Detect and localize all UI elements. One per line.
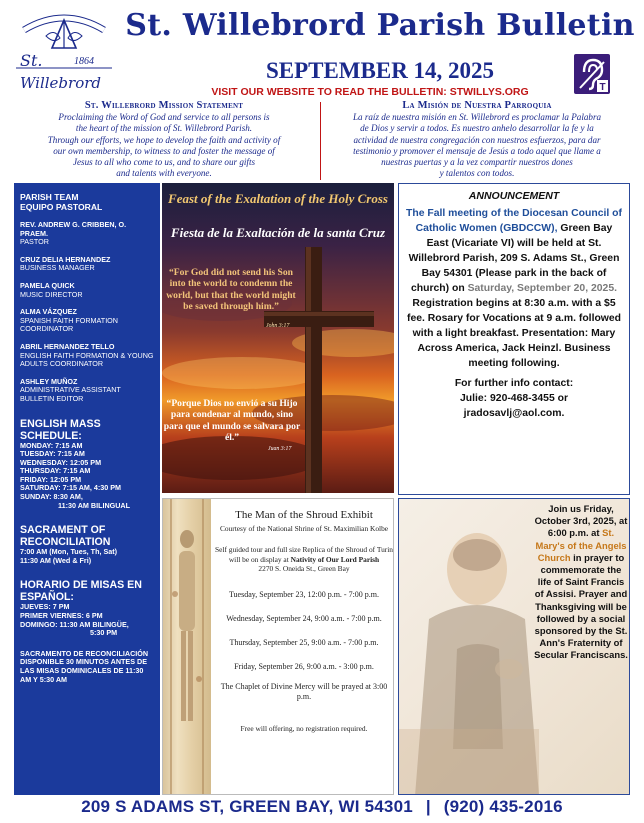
mass-time: WEDNESDAY: 12:05 PM <box>20 457 102 467</box>
staff-role: PASTOR <box>20 237 49 247</box>
logo-year-text: 1864 <box>74 56 94 67</box>
francis-church-name: St. Mary's of the Angels Church <box>535 527 627 563</box>
bulletin-date: SEPTEMBER 14, 2025 <box>265 58 495 83</box>
staff-entry <box>20 378 154 404</box>
announcement-date: Saturday, September 20, 2025. <box>467 283 617 294</box>
scripture-ref-spanish: Juan 3:17 <box>268 446 292 452</box>
shroud-image <box>163 499 211 795</box>
mission-line: de Dios y servir a todos. Es nuestro anhelo desarrollar la fe y la <box>360 123 594 134</box>
staff-name: PAMELA QUICK <box>20 280 75 290</box>
mass-time: FRIDAY: 12:05 PM <box>20 474 82 484</box>
scripture-ref-english: John 3:17 <box>266 323 290 329</box>
mission-heading-spanish: La Misión de Nuestra Parroquia <box>402 100 552 111</box>
shroud-description <box>215 545 393 574</box>
staff-role: ENGLISH FAITH FORMATION & YOUNG ADULTS COORDINATOR <box>20 350 154 369</box>
mission-line: nuestras puertas y a la vez compartir nuestros dones <box>381 157 573 168</box>
mass-time: TUESDAY: 7:15 AM <box>20 449 85 459</box>
staff-name: ASHLEY MUÑOZ <box>20 376 78 386</box>
mass-time: PRIMER VIERNES: 6 PM <box>20 611 103 621</box>
parish-footer <box>0 797 644 817</box>
mission-line: actividad de nuestra congregación con nuestros esfuerzos, para dar <box>353 134 601 145</box>
shroud-date: Thursday, September 25, 9:00 a.m. - 7:00 p.m. <box>229 637 379 647</box>
feast-title-english: Feast of the Exaltation of the Holy Cross <box>168 191 388 206</box>
mission-line: our own membership, to witness to and foster the message of <box>53 145 275 156</box>
logo-st-text: St. <box>20 51 43 70</box>
contact-phone: Julie: 920-468-3455 or <box>459 393 568 404</box>
mission-divider <box>320 102 321 180</box>
english-mass-heading: ENGLISH MASS SCHEDULE: <box>20 417 101 442</box>
scripture-quote-spanish: “Porque Dios no envió a su Hijo para condenar al mundo, sino para que el mundo se salvara por él.” <box>163 398 301 444</box>
francis-text-part: in prayer to commemorate the life of Saint Francis of Assisi. Prayer and Thanksgiving will be followed by a social sponsored by the St. Ann's Fraternity of Secular Franciscans. <box>534 551 628 661</box>
announcement-text: Registration begins at 8:30 a.m. with a $5 fee. <box>406 298 616 324</box>
shroud-text <box>215 509 393 733</box>
mass-time: JUEVES: 7 PM <box>20 602 70 612</box>
mass-time: 5:30 PM <box>90 628 118 638</box>
contact-heading: For further info contact: <box>454 378 574 389</box>
english-mass-list <box>20 442 154 511</box>
shroud-address: 2270 S. Oneida St., Green Bay <box>258 564 350 574</box>
mass-time: 11:30 AM BILINGUAL <box>58 500 131 510</box>
staff-role: ADMINISTRATIVE ASSISTANT BULLETIN EDITOR <box>20 385 121 403</box>
mass-time: SATURDAY: 7:15 AM, 4:30 PM <box>20 483 122 493</box>
mission-statement-spanish <box>326 100 628 180</box>
reconciliation-time: 11:30 AM (Wed & Fri) <box>20 555 92 565</box>
announcement-contact <box>405 376 623 421</box>
footer-address: 209 S ADAMS ST, GREEN BAY, WI 54301 <box>81 797 413 816</box>
reconciliation-time: 7:00 AM (Mon, Tues, Th, Sat) <box>20 547 118 557</box>
feast-title-spanish: Fiesta de la Exaltación de la santa Cruz <box>170 225 386 240</box>
reconciliation-heading: SACRAMENT OF RECONCILIATION <box>20 524 111 549</box>
mission-line: Through our efforts, we hope to develop the faith and activity of <box>47 134 281 145</box>
shroud-date: Wednesday, September 24, 9:00 a.m. - 7:00 p.m. <box>226 613 382 623</box>
announcement-box <box>398 183 630 495</box>
announcement-text: Green Bay East (Vicariate VI) will be held at St. Willebrord Parish, 209 S. Adams St., Green Bay 54301 (Please park in the back of church) on <box>408 223 620 294</box>
staff-name: ABRIL HERNANDEZ TELLO <box>20 341 115 351</box>
announcement-heading: ANNOUNCEMENT <box>468 190 560 202</box>
mass-time: MONDAY: 7:15 AM <box>20 440 83 450</box>
contact-email[interactable]: jradosavlj@aol.com. <box>463 408 565 419</box>
logo-willebrord-text: Willebrord <box>20 74 101 92</box>
staff-entry <box>20 308 154 334</box>
staff-role: MUSIC DIRECTOR <box>20 289 83 299</box>
staff-name: REV. ANDREW G. CRIBBEN, O. PRAEM. <box>20 220 127 238</box>
staff-entry <box>20 256 154 273</box>
staff-entry <box>20 343 154 369</box>
mass-time: THURSDAY: 7:15 AM <box>20 466 91 476</box>
staff-role: BUSINESS MANAGER <box>20 263 95 273</box>
spanish-mass-heading: HORARIO DE MISAS EN ESPAÑOL: <box>20 579 142 604</box>
website-banner[interactable]: VISIT OUR WEBSITE TO READ THE BULLETIN: STWILLYS.ORG <box>211 86 529 98</box>
staff-name: ALMA VÁZQUEZ <box>20 307 77 317</box>
shroud-parish: Nativity of Our Lord Parish <box>290 554 380 564</box>
shroud-title: The Man of the Shroud Exhibit <box>235 509 373 521</box>
shroud-subtitle: Courtesy of the National Shrine of St. Maximilian Kolbe <box>219 524 389 533</box>
mass-time: SUNDAY: 8:30 AM, <box>20 492 83 502</box>
shroud-exhibit-flyer <box>162 498 394 795</box>
shroud-date: Tuesday, September 23, 12:00 p.m. - 7:00 p.m. <box>228 589 380 599</box>
announcement-body <box>405 206 623 371</box>
mission-line: y talentos con todos. <box>439 168 515 179</box>
bulletin-title: St. Willebrord Parish Bulletin <box>125 8 635 43</box>
staff-role: SPANISH FAITH FORMATION COORDINATOR <box>20 315 118 334</box>
announcement-text: Rosary for Vocations at 9 a.m. followed with a light breakfast. Presentation: Mary Across America, Jack Heinzl. Business meeting following. <box>412 313 622 369</box>
staff-name: CRUZ DELIA HERNANDEZ <box>20 254 111 264</box>
mission-line: the heart of the mission of St. Willebrord Parish. <box>75 123 253 134</box>
hearing-loop-icon <box>574 54 610 94</box>
shroud-desc-text: Self guided tour and full size Replica of the Shroud of Turin will be on display at <box>215 545 393 564</box>
scripture-quote-english: “For God did not send his Son into the world to condemn the world, but that the world might be saved through him.” <box>166 267 296 313</box>
mission-text-spanish <box>326 112 628 180</box>
shroud-chaplet: The Chaplet of Divine Mercy will be prayed at 3:00 p.m. <box>220 681 388 701</box>
exaltation-cross-image <box>162 183 394 493</box>
mission-line: and talents with everyone. <box>116 168 212 179</box>
mass-time: DOMINGO: 11:30 AM BILINGÜE, <box>20 619 129 629</box>
announcement-highlight: The Fall meeting of the Diocesan Council of Catholic Women (GBDCCW), <box>406 208 622 234</box>
parish-info-column <box>14 183 160 795</box>
footer-phone[interactable]: (920) 435-2016 <box>443 797 563 816</box>
equipo-pastoral-heading: EQUIPO PASTORAL <box>20 202 103 212</box>
staff-entry <box>20 221 154 247</box>
staff-entry <box>20 282 154 299</box>
st-francis-event <box>398 498 630 795</box>
svg-text:T: T <box>599 82 606 93</box>
francis-text-part: Join us Friday, October 3rd, 2025, at 6:00 p.m. at <box>534 503 628 539</box>
parish-logo <box>10 8 118 100</box>
shroud-free-offering: Free will offering, no registration required. <box>240 723 368 733</box>
shroud-date: Friday, September 26, 9:00 a.m. - 3:00 p.m. <box>234 661 374 671</box>
mission-line: La raíz de nuestra misión en St. Willebrord es proclamar la Palabra <box>352 112 602 122</box>
mission-line: Proclaiming the Word of God and service to all persons is <box>58 112 270 122</box>
mission-heading-english: St. Willebrord Mission Statement <box>84 100 244 111</box>
parish-team-heading: PARISH TEAM <box>20 192 79 202</box>
mission-text-english <box>14 112 314 180</box>
mission-line: Jesus to all who come to us, and to share our gifts <box>72 157 256 168</box>
mission-statement-english <box>14 100 314 180</box>
reconciliacion-note: SACRAMENTO DE RECONCILIACIÓN DISPONIBLE 30 MINUTOS ANTES DE LAS MISAS DOMINICALES DE 11:30 AM Y 5:30 AM <box>20 648 149 684</box>
footer-separator: | <box>425 797 431 816</box>
francis-text <box>533 503 629 662</box>
mission-line: testimonio y promover el mensaje de Jesús a todo aquel que llame a <box>353 145 601 156</box>
